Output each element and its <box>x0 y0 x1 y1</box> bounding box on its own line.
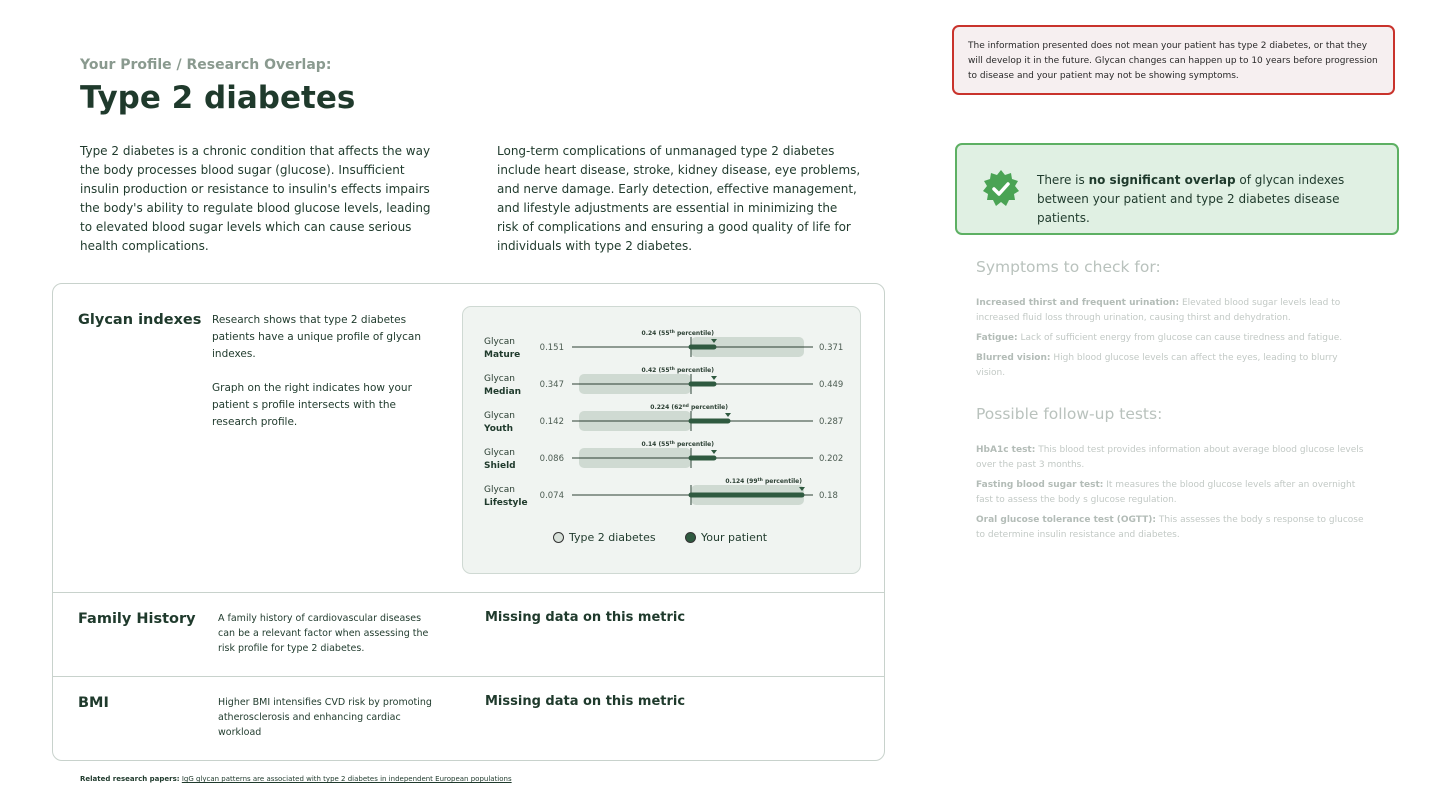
family-status: Missing data on this metric <box>485 610 686 625</box>
glycan-name: Lifestyle <box>484 498 528 508</box>
legend-type2 <box>553 531 656 544</box>
glycan-prefix: Glycan <box>484 448 515 458</box>
warning-box: The information presented does not mean your patient has type 2 diabetes, or that they will develop it in the future. Glycan changes can happen up to 10 years before progression to disease and your patient may not be showing symptoms. <box>952 25 1395 95</box>
max-value: 0.18 <box>819 491 838 501</box>
symptom-item: Blurred vision: High blood glucose levels can affect the eyes, leading to blurry vision. <box>976 353 1338 378</box>
intro-right: Long-term complications of unmanaged type 2 diabetes include heart disease, stroke, kidney disease, eye problems, and nerve damage. Early detection, effective management, and lifestyle adjustments are essential in minimizing the risk of complications and ensuring a good quality of life for individuals with type 2 diabetes. <box>497 144 861 253</box>
verified-badge-icon <box>981 169 1021 209</box>
overlap-text <box>1037 171 1392 228</box>
glycan-chart <box>462 306 861 574</box>
percentile-label: 0.224 (62nd percentile) <box>650 404 728 411</box>
page-title: Type 2 diabetes <box>80 80 356 116</box>
glycan-title: Glycan indexes <box>78 312 202 328</box>
percentile-label: 0.14 (55th percentile) <box>641 441 714 448</box>
min-value: 0.086 <box>539 454 564 464</box>
max-value: 0.202 <box>819 454 844 464</box>
glycan-prefix: Glycan <box>484 337 515 347</box>
bmi-title: BMI <box>78 695 109 711</box>
symptoms-title: Symptoms to check for: <box>976 258 1161 276</box>
legend-patient <box>685 531 767 544</box>
min-value: 0.151 <box>539 343 564 353</box>
glycan-prefix: Glycan <box>484 411 515 421</box>
symptom-item: Fatigue: Lack of sufficient energy from glucose can cause tiredness and fatigue. <box>976 333 1343 343</box>
symptom-item: Increased thirst and frequent urination: Elevated blood sugar levels lead to increased fluid loss through urination, causing thirst and dehydration. <box>976 298 1341 323</box>
glycan-text-1: Research shows that type 2 diabetes patients have a unique profile of glycan indexes. <box>212 314 422 360</box>
test-item: Oral glucose tolerance test (OGTT): This assesses the body s response to glucose to determine insulin resistance and diabetes. <box>976 515 1364 540</box>
overlap-bold: no significant overlap <box>1088 173 1236 187</box>
family-title: Family History <box>78 611 196 627</box>
intro-left: Type 2 diabetes is a chronic condition that affects the way the body processes blood sugar (glucose). Insufficient insulin production or resistance to insulin's effects impairs the body's ability to regulate blood glucose levels, leading to elevated blood sugar levels which can cause serious health complications. <box>80 144 431 253</box>
test-item: Fasting blood sugar test: It measures the blood glucose levels after an overnight fast to assess the body s glucose regulation. <box>976 480 1356 505</box>
bmi-status: Missing data on this metric <box>485 694 686 709</box>
max-value: 0.287 <box>819 417 844 427</box>
symptoms-list <box>976 296 1366 381</box>
legend-label: Your patient <box>701 531 768 544</box>
glycan-chart-svg <box>463 307 859 527</box>
max-value: 0.449 <box>819 380 844 390</box>
related-paper-link[interactable]: IgG glycan patterns are associated with type 2 diabetes in independent European populations <box>181 775 512 783</box>
legend-dot-patient <box>685 532 696 543</box>
legend-dot-type2 <box>553 532 564 543</box>
percentile-label: 0.42 (55th percentile) <box>641 367 714 374</box>
glycan-name: Median <box>484 387 522 397</box>
overlap-pre: There is <box>1037 173 1089 187</box>
min-value: 0.347 <box>539 380 564 390</box>
glycan-text-2: Graph on the right indicates how your patient s profile intersects with the research profile. <box>212 382 412 428</box>
related-label: Related research papers: <box>80 775 180 783</box>
test-item: HbA1c test: This blood test provides information about average blood glucose levels over the past 3 months. <box>976 445 1364 470</box>
bmi-text: Higher BMI intensifies CVD risk by promoting atherosclerosis and enhancing cardiac workload <box>218 697 432 738</box>
percentile-label: 0.24 (55th percentile) <box>641 330 714 337</box>
glycan-name: Mature <box>484 350 521 360</box>
glycan-prefix: Glycan <box>484 485 515 495</box>
patient-marker <box>711 450 717 454</box>
glycan-name: Youth <box>484 424 513 434</box>
glycan-name: Shield <box>484 461 516 471</box>
overlap-post: of glycan indexes between your patient and type 2 diabetes disease patients. <box>1037 173 1345 225</box>
related-papers <box>80 775 512 783</box>
overlap-box <box>955 143 1399 235</box>
divider <box>52 676 885 677</box>
min-value: 0.074 <box>539 491 564 501</box>
percentile-label: 0.124 (99th percentile) <box>725 478 802 485</box>
tests-title: Possible follow-up tests: <box>976 405 1163 423</box>
breadcrumb: Your Profile / Research Overlap: <box>80 57 332 73</box>
legend-label: Type 2 diabetes <box>569 531 656 544</box>
family-text: A family history of cardiovascular diseases can be a relevant factor when assessing the risk profile for type 2 diabetes. <box>218 613 429 654</box>
patient-marker <box>725 413 731 417</box>
min-value: 0.142 <box>539 417 564 427</box>
patient-marker <box>711 376 717 380</box>
tests-list <box>976 443 1366 543</box>
glycan-prefix: Glycan <box>484 374 515 384</box>
divider <box>52 592 885 593</box>
max-value: 0.371 <box>819 343 844 353</box>
